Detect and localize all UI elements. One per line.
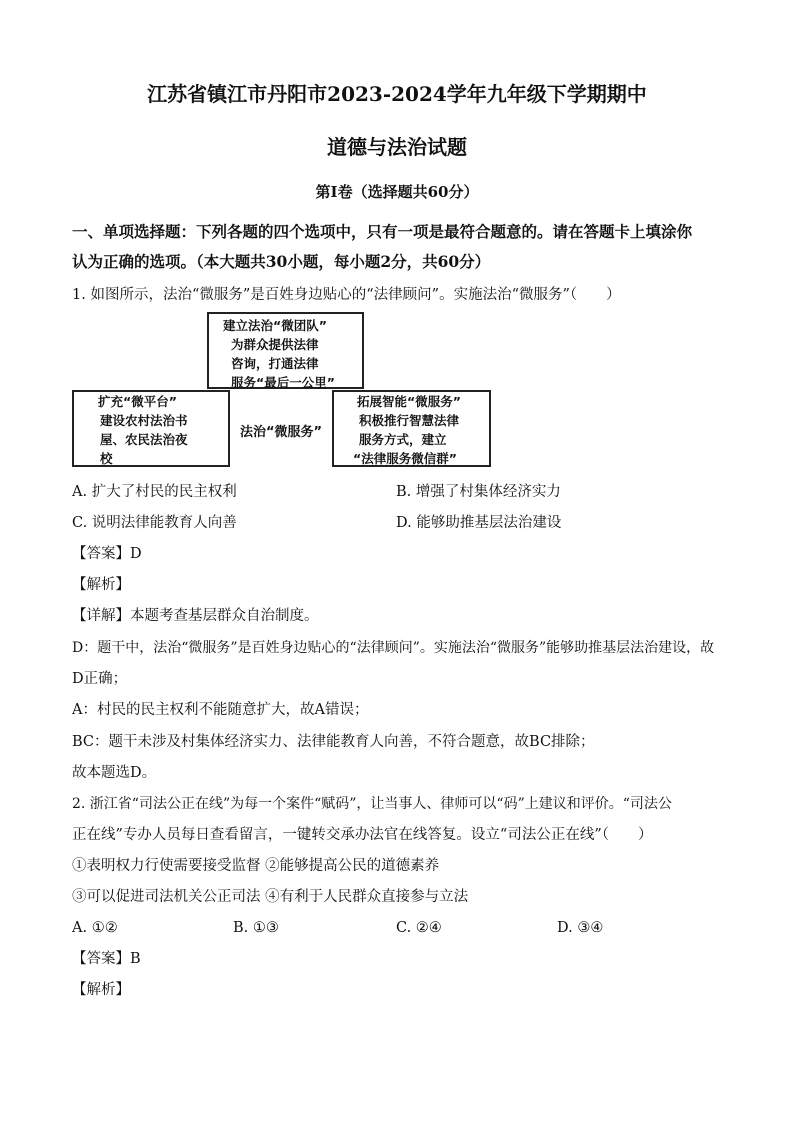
diagram-right-box-line: 服务方式，建立 [359, 432, 447, 447]
diagram-top-box-line: 建立法治“微团队” [223, 318, 327, 333]
q1-option-c: C. 说明法律能教育人向善 [72, 515, 237, 531]
diagram-top-box-line: 咨询，打通法律 [231, 356, 319, 371]
q2-option-b: B. ①③ [233, 920, 279, 936]
q1-detail-line: 故本题选D。 [72, 765, 157, 781]
q1-detail-line: 【详解】本题考查基层群众自治制度。 [72, 608, 319, 624]
diagram-top-box [207, 312, 364, 389]
q1-stem: 1. 如图所示，法治“微服务”是百姓身边贴心的“法律顾问”。实施法治“微服务”（ ） [72, 287, 621, 303]
section-heading-line2: 认为正确的选项。（本大题共30小题，每小题2分，共60分） [72, 252, 491, 271]
diagram-right-box-line: 拓展智能“微服务” [357, 394, 461, 409]
q1-analysis-label: 【解析】 [72, 577, 130, 593]
diagram-right-box-line: “法律服务微信群” [353, 451, 457, 466]
q1-option-a: A. 扩大了村民的民主权利 [72, 484, 237, 500]
diagram-top-box-line: 服务“最后一公里” [231, 375, 335, 390]
q2-stem-line2: 正在线”专办人员每日查看留言，一键转交承办法官在线答复。设立“司法公正在线”（ ） [72, 827, 653, 843]
q1-detail-line: D正确； [72, 671, 128, 687]
diagram-left-box-line: 建设农村法治书 [100, 413, 188, 428]
diagram-right-box-line: 积极推行智慧法律 [359, 413, 460, 428]
diagram-right-box [332, 390, 491, 467]
diagram-left-box-line: 校 [100, 451, 113, 466]
exam-subject: 道德与法治试题 [327, 135, 467, 159]
q1-detail-line: D：题干中，法治“微服务”是百姓身边贴心的“法律顾问”。实施法治“微服务”能够助推基层法治建设，故 [72, 640, 715, 656]
q2-option-a: A. ①② [72, 920, 118, 936]
q1-option-b: B. 增强了村集体经济实力 [396, 484, 561, 500]
q2-analysis-label: 【解析】 [72, 982, 130, 998]
diagram-top-box-line: 为群众提供法律 [231, 337, 319, 352]
exam-part: 第Ⅰ卷（选择题共60分） [315, 183, 479, 201]
q2-answer: 【答案】B [72, 951, 141, 967]
q2-option-d: D. ③④ [557, 920, 604, 936]
q2-stem-line1: 2. 浙江省“司法公正在线”为每一个案件“赋码”，让当事人、律师可以“码”上建议和评价。“司法公 [72, 796, 672, 812]
q1-answer: 【答案】D [72, 546, 142, 562]
q2-option-c: C. ②④ [396, 920, 442, 936]
diagram-left-box-line: 扩充“微平台” [98, 394, 177, 409]
q1-detail-line: BC：题干未涉及村集体经济实力、法律能教育人向善，不符合题意，故BC排除； [72, 734, 595, 750]
exam-title: 江苏省镇江市丹阳市2023-2024学年九年级下学期期中 [147, 82, 647, 106]
diagram-center-label: 法治“微服务” [240, 425, 323, 440]
diagram-left-box [72, 390, 230, 467]
q2-items-line2: ③可以促进司法机关公正司法 ④有利于人民群众直接参与立法 [72, 889, 469, 905]
q2-items-line1: ①表明权力行使需要接受监督 ②能够提高公民的道德素养 [72, 858, 440, 874]
q1-option-d: D. 能够助推基层法治建设 [396, 515, 562, 531]
q1-detail-line: A：村民的民主权利不能随意扩大，故A错误； [72, 702, 369, 718]
diagram-left-box-line: 屋、农民法治夜 [100, 432, 188, 447]
section-heading-line1: 一、单项选择题：下列各题的四个选项中，只有一项是最符合题意的。请在答题卡上填涂你 [72, 222, 693, 241]
